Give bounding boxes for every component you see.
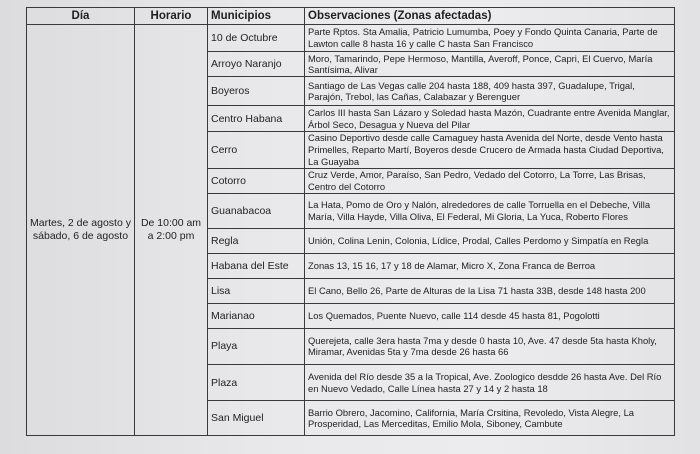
header-horario: Horario xyxy=(135,8,208,25)
zonas-cell: Los Quemados, Puente Nuevo, calle 114 desde 45 hasta 81, Pogolotti xyxy=(305,303,675,328)
municipio-cell: Marianao xyxy=(208,303,305,328)
municipio-cell: Regla xyxy=(208,228,305,253)
header-row xyxy=(27,8,675,25)
zonas-cell: Barrio Obrero, Jacomino, California, María Crsitina, Revoledo, Vista Alegre, La Prosperidad, Las Merceditas, Emilio Mola, Siboney, Cambute xyxy=(305,401,675,436)
municipio-cell: Cerro xyxy=(208,131,305,168)
zonas-cell: Carlos III hasta San Lázaro y Soledad hasta Mazón, Cuadrante entre Avenida Manglar, Árbol Seco, Desagua y Nueva del Pilar xyxy=(305,106,675,131)
dia-cell: Martes, 2 de agosto y sábado, 6 de agosto xyxy=(27,25,135,436)
municipio-cell: Guanabacoa xyxy=(208,194,305,228)
zonas-cell: Moro, Tamarindo, Pepe Hermoso, Mantilla, Averoff, Ponce, Capri, El Cuervo, María Santísima, Alivar xyxy=(305,52,675,77)
zonas-cell: La Hata, Pomo de Oro y Nalón, alrededores de calle Torruella en el Debeche, Villa María, Villa Hayde, Villa Oliva, El Federal, Mi Gloria, La Yuca, Roberto Flores xyxy=(305,194,675,228)
header-observaciones: Observaciones (Zonas afectadas) xyxy=(305,8,675,25)
municipio-cell: 10 de Octubre xyxy=(208,25,305,52)
municipio-cell: Playa xyxy=(208,328,305,364)
zonas-cell: Cruz Verde, Amor, Paraíso, San Pedro, Vedado del Cotorro, La Torre, Las Brisas, Centro del Cotorro xyxy=(305,168,675,193)
zonas-cell: Parte Rptos. Sta Amalia, Patricio Lumumba, Poey y Fondo Quinta Canaria, Parte de Lawton calle 8 hasta 16 y calle C hasta San Francisco xyxy=(305,25,675,52)
header-dia: Día xyxy=(27,8,135,25)
zonas-cell: Casino Deportivo desde calle Camaguey hasta Avenida del Norte, desde Vento hasta Primelles, Reparto Martí, Boyeros desde Crucero de Armada hasta Ciudad Deportiva, La Guayaba xyxy=(305,131,675,168)
horario-cell: De 10:00 am a 2:00 pm xyxy=(135,25,208,436)
header-municipios: Municipios xyxy=(208,8,305,25)
zonas-cell: El Cano, Bello 26, Parte de Alturas de la Lisa 71 hasta 33B, desde 148 hasta 200 xyxy=(305,278,675,303)
municipio-cell: Cotorro xyxy=(208,168,305,193)
municipio-cell: Lisa xyxy=(208,278,305,303)
table-row xyxy=(27,25,675,52)
table-body xyxy=(27,25,675,436)
zonas-cell: Unión, Colina Lenin, Colonia, Lídice, Prodal, Calles Perdomo y Simpatía en Regla xyxy=(305,228,675,253)
zonas-cell: Zonas 13, 15 16, 17 y 18 de Alamar, Micro X, Zona Franca de Berroa xyxy=(305,253,675,278)
municipio-cell: Arroyo Naranjo xyxy=(208,52,305,77)
municipio-cell: Centro Habana xyxy=(208,106,305,131)
zonas-cell: Santiago de Las Vegas calle 204 hasta 188, 409 hasta 397, Guadalupe, Trigal, Parajón, Trebol, las Cañas, Calabazar y Berenguer xyxy=(305,77,675,106)
municipio-cell: Boyeros xyxy=(208,77,305,106)
municipio-cell: Habana del Este xyxy=(208,253,305,278)
municipio-cell: San Miguel xyxy=(208,401,305,436)
blackout-schedule-table xyxy=(26,7,675,436)
zonas-cell: Avenida del Río desde 35 a la Tropical, Ave. Zoologico desdde 26 hasta Ave. Del Río en Nuevo Vedado, Calle Línea hasta 27 y 14 y 2 hasta 18 xyxy=(305,365,675,401)
zonas-cell: Querejeta, calle 3era hasta 7ma y desde 0 hasta 10, Ave. 47 desde 5ta hasta Kholy, Miramar, Avenidas 5ta y 7ma desde 26 hasta 66 xyxy=(305,328,675,364)
municipio-cell: Plaza xyxy=(208,365,305,401)
